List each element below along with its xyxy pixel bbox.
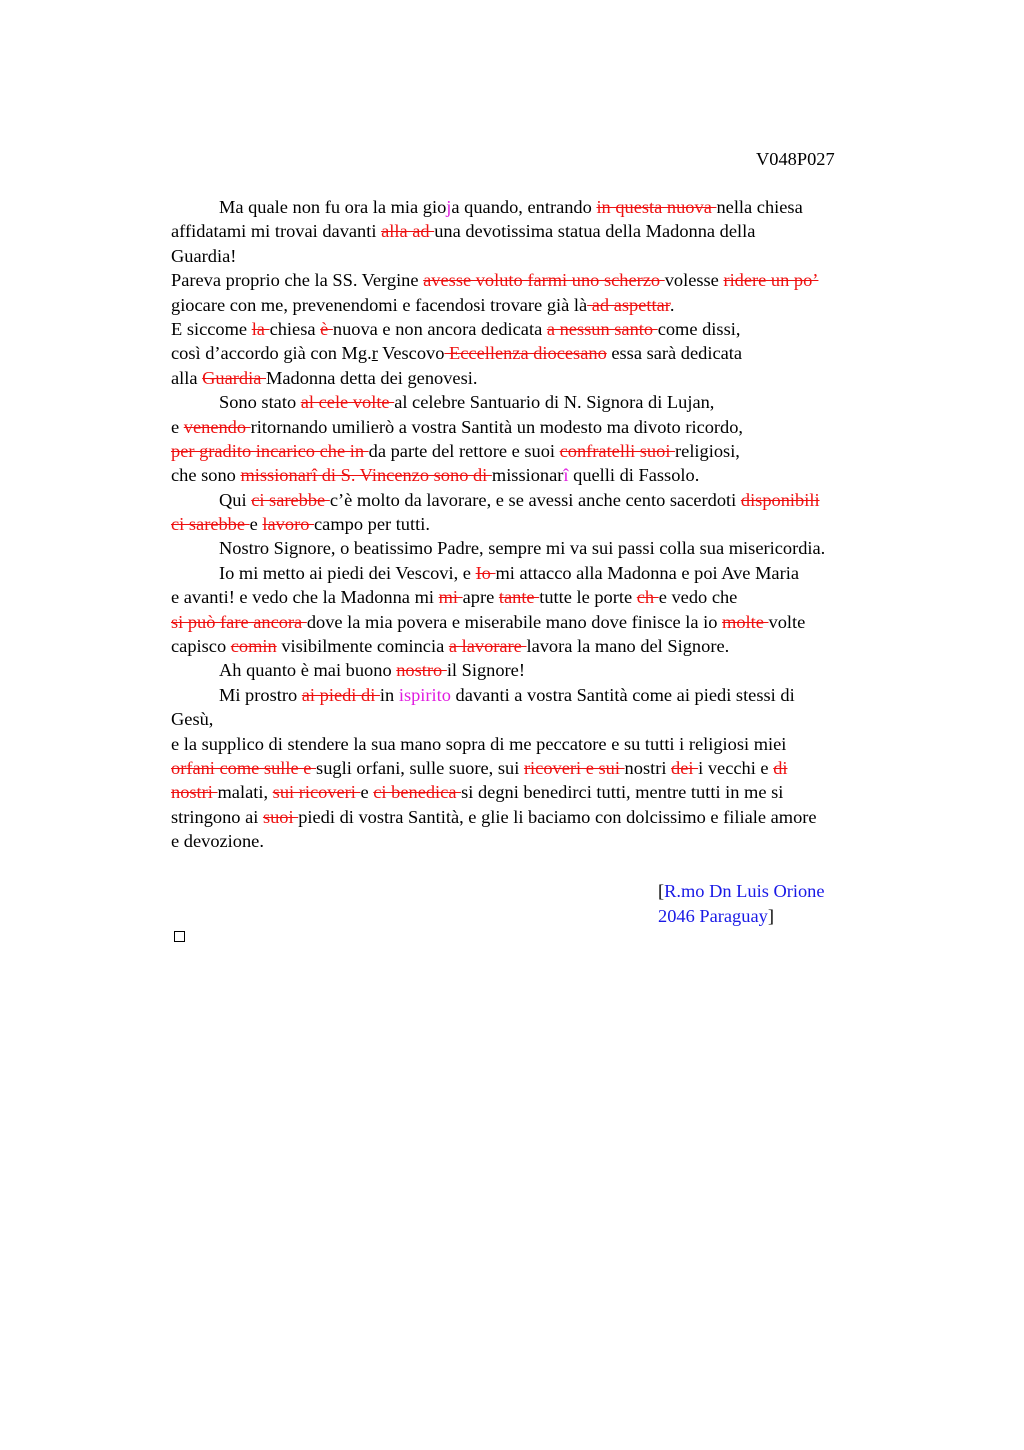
text-segment: lavora la mano del Signore. — [526, 636, 730, 657]
text-segment: missionar — [491, 465, 564, 486]
text-line — [171, 293, 911, 317]
text-segment: il Signore! — [446, 660, 525, 681]
deleted-text: nostro — [396, 660, 447, 681]
text-segment: da parte del rettore e suoi — [368, 440, 560, 461]
deleted-text: molte — [722, 611, 769, 632]
text-segment: Sono stato — [219, 392, 301, 413]
text-segment: e — [249, 514, 263, 535]
deleted-text: la — [251, 318, 270, 339]
deleted-text: a nessun santo — [546, 318, 658, 339]
signature-name: R.mo Dn Luis Orione — [664, 881, 825, 901]
text-segment: così d’accordo già con Mg. — [171, 343, 372, 364]
checkbox-square-icon — [174, 931, 185, 942]
text-line — [171, 439, 911, 463]
page-identifier: V048P027 — [756, 149, 835, 169]
signature-block — [658, 879, 825, 929]
text-segment: volte — [768, 611, 806, 632]
deleted-text: Io — [475, 562, 496, 583]
text-segment: volesse — [664, 270, 724, 291]
deleted-text: avesse voluto farmi uno scherzo — [423, 270, 665, 291]
deleted-text: di — [773, 757, 788, 778]
text-segment: nostri — [624, 757, 672, 778]
deleted-text: dei — [671, 757, 699, 778]
deleted-text: si può fare ancora — [171, 611, 307, 632]
text-segment: e vedo che — [658, 587, 738, 608]
deleted-text: confratelli suoi — [559, 440, 676, 461]
deleted-text: mi — [438, 587, 463, 608]
text-segment: apre — [462, 587, 499, 608]
deleted-text: lavoro — [262, 514, 314, 535]
deleted-text: ci benedica — [373, 782, 462, 803]
signature-reference: 2046 Paraguay — [658, 906, 768, 926]
text-segment: E siccome — [171, 318, 252, 339]
text-line — [171, 463, 911, 487]
text-segment: capisco — [171, 636, 231, 657]
text-segment: come dissi, — [657, 318, 741, 339]
deleted-text: Guardia — [202, 367, 266, 388]
text-segment: Ah quanto è mai buono — [219, 660, 397, 681]
text-segment: e la supplico di stendere la sua mano sopra di me peccatore e su tutti i religiosi miei — [171, 733, 787, 754]
signature-open-bracket: [ — [658, 881, 665, 901]
text-segment: Gesù, — [171, 709, 214, 730]
text-line — [171, 658, 911, 682]
text-segment: una devotissima statua della Madonna della — [434, 221, 756, 242]
deleted-text: ch — [636, 587, 659, 608]
text-line — [171, 707, 911, 731]
text-segment: davanti a vostra Santità come ai piedi stessi di — [450, 684, 795, 705]
text-segment: i vecchi e — [698, 757, 774, 778]
text-line — [171, 317, 911, 341]
text-line — [171, 244, 911, 268]
text-line — [171, 268, 911, 292]
text-line — [171, 585, 911, 609]
text-line — [171, 488, 911, 512]
text-line — [171, 561, 911, 585]
text-segment: Pareva proprio che la SS. Vergine — [171, 270, 424, 291]
deleted-text: nostri — [171, 782, 218, 803]
deleted-text: è — [320, 318, 333, 339]
text-segment: Mi prostro — [219, 684, 302, 705]
text-segment: Guardia! — [171, 245, 237, 266]
deleted-text: tante — [498, 587, 540, 608]
text-line — [171, 829, 911, 853]
letter-body — [171, 195, 911, 854]
deleted-text: ad aspettar — [587, 294, 670, 315]
text-line — [171, 732, 911, 756]
text-segment: sugli orfani, sulle suore, sui — [316, 757, 524, 778]
text-segment: stringono ai — [171, 806, 263, 827]
text-segment: c’è molto da lavorare, e se avessi anche cento sacerdoti — [329, 489, 741, 510]
deleted-text: ci sarebbe — [251, 489, 330, 510]
text-segment: nuova e non ancora dedicata — [332, 318, 547, 339]
text-segment: al celebre Santuario di N. Signora di Lujan, — [394, 392, 715, 413]
text-segment: Madonna detta dei genovesi. — [266, 367, 478, 388]
text-segment: affidatami mi trovai davanti — [171, 221, 382, 242]
text-line — [171, 805, 911, 829]
text-line — [171, 536, 911, 560]
deleted-text: suoi — [262, 806, 299, 827]
inserted-text: ispirito — [398, 684, 451, 705]
text-segment: che sono — [171, 465, 241, 486]
deleted-text: alla ad — [381, 221, 435, 242]
text-segment: ritornando umilierò a vostra Santità un modesto ma divoto ricordo, — [250, 416, 744, 437]
text-segment: piedi di vostra Santità, e glie li baciamo con dolcissimo e filiale amore — [298, 806, 817, 827]
text-segment: chiesa — [269, 318, 321, 339]
underlined-text: r — [371, 343, 378, 364]
text-segment: campo per tutti. — [314, 514, 430, 535]
text-segment: Vescovo — [377, 343, 445, 364]
text-line — [171, 195, 911, 219]
signature-close-bracket: ] — [767, 906, 774, 926]
text-segment: Io mi metto ai piedi dei Vescovi, e — [219, 562, 476, 583]
deleted-text: a lavorare — [448, 636, 527, 657]
deleted-text: ridere un po’ — [723, 270, 819, 291]
text-segment: Ma quale non fu ora la mia gio — [219, 197, 447, 217]
text-segment: alla — [171, 367, 203, 388]
text-segment: visibilmente comincia — [276, 636, 449, 657]
signature-line-2 — [658, 904, 825, 929]
text-line — [171, 341, 911, 365]
deleted-text: venendo — [183, 416, 251, 437]
text-line — [171, 683, 911, 707]
text-segment: Nostro Signore, o beatissimo Padre, sempre mi va sui passi colla sua misericordia. — [219, 538, 826, 559]
text-segment: tutte le porte — [539, 587, 637, 608]
inserted-text: î — [563, 465, 569, 486]
text-segment: in — [379, 684, 399, 705]
text-line — [171, 512, 911, 536]
text-line — [171, 390, 911, 414]
deleted-text: Eccellenza diocesano — [444, 343, 607, 364]
text-segment: mi attacco alla Madonna e poi Ave Maria — [495, 562, 799, 583]
text-segment: . — [669, 294, 675, 315]
deleted-text: per gradito incarico che in — [171, 440, 369, 461]
text-line — [171, 366, 911, 390]
text-segment: Qui — [219, 489, 252, 510]
text-line — [171, 610, 911, 634]
deleted-text: missionarî di S. Vincenzo sono di — [240, 465, 492, 486]
text-segment: giocare con me, prevenendomi e facendosi trovare già là — [171, 294, 588, 315]
deleted-text: disponibili — [740, 489, 820, 510]
signature-line-1 — [658, 879, 825, 904]
text-line — [171, 219, 911, 243]
deleted-text: comin — [230, 636, 277, 657]
deleted-text: in questa nuova — [596, 197, 717, 217]
text-segment: e — [171, 416, 184, 437]
deleted-text: orfani come sulle e — [171, 757, 317, 778]
text-segment: religiosi, — [675, 440, 740, 461]
text-segment: nella chiesa — [716, 197, 803, 217]
deleted-text: ricoveri e sui — [523, 757, 625, 778]
deleted-text: al cele volte — [300, 392, 395, 413]
deleted-text: ci sarebbe — [171, 514, 250, 535]
text-segment: essa sarà dedicata — [606, 343, 743, 364]
text-line — [171, 756, 911, 780]
text-segment: a quando, entrando — [451, 197, 597, 217]
text-line — [171, 780, 911, 804]
inserted-text: j — [446, 197, 452, 217]
text-segment: malati, — [217, 782, 273, 803]
text-segment: e avanti! e vedo che la Madonna mi — [171, 587, 439, 608]
text-line — [171, 634, 911, 658]
deleted-text: ai piedi di — [301, 684, 380, 705]
text-segment: dove la mia povera e miserabile mano dove finisce la io — [306, 611, 723, 632]
deleted-text: sui ricoveri — [272, 782, 361, 803]
text-segment: e devozione. — [171, 831, 264, 852]
text-line — [171, 415, 911, 439]
text-segment: e — [360, 782, 374, 803]
text-segment: quelli di Fassolo. — [568, 465, 700, 486]
text-segment: si degni benedirci tutti, mentre tutti in me si — [461, 782, 784, 803]
